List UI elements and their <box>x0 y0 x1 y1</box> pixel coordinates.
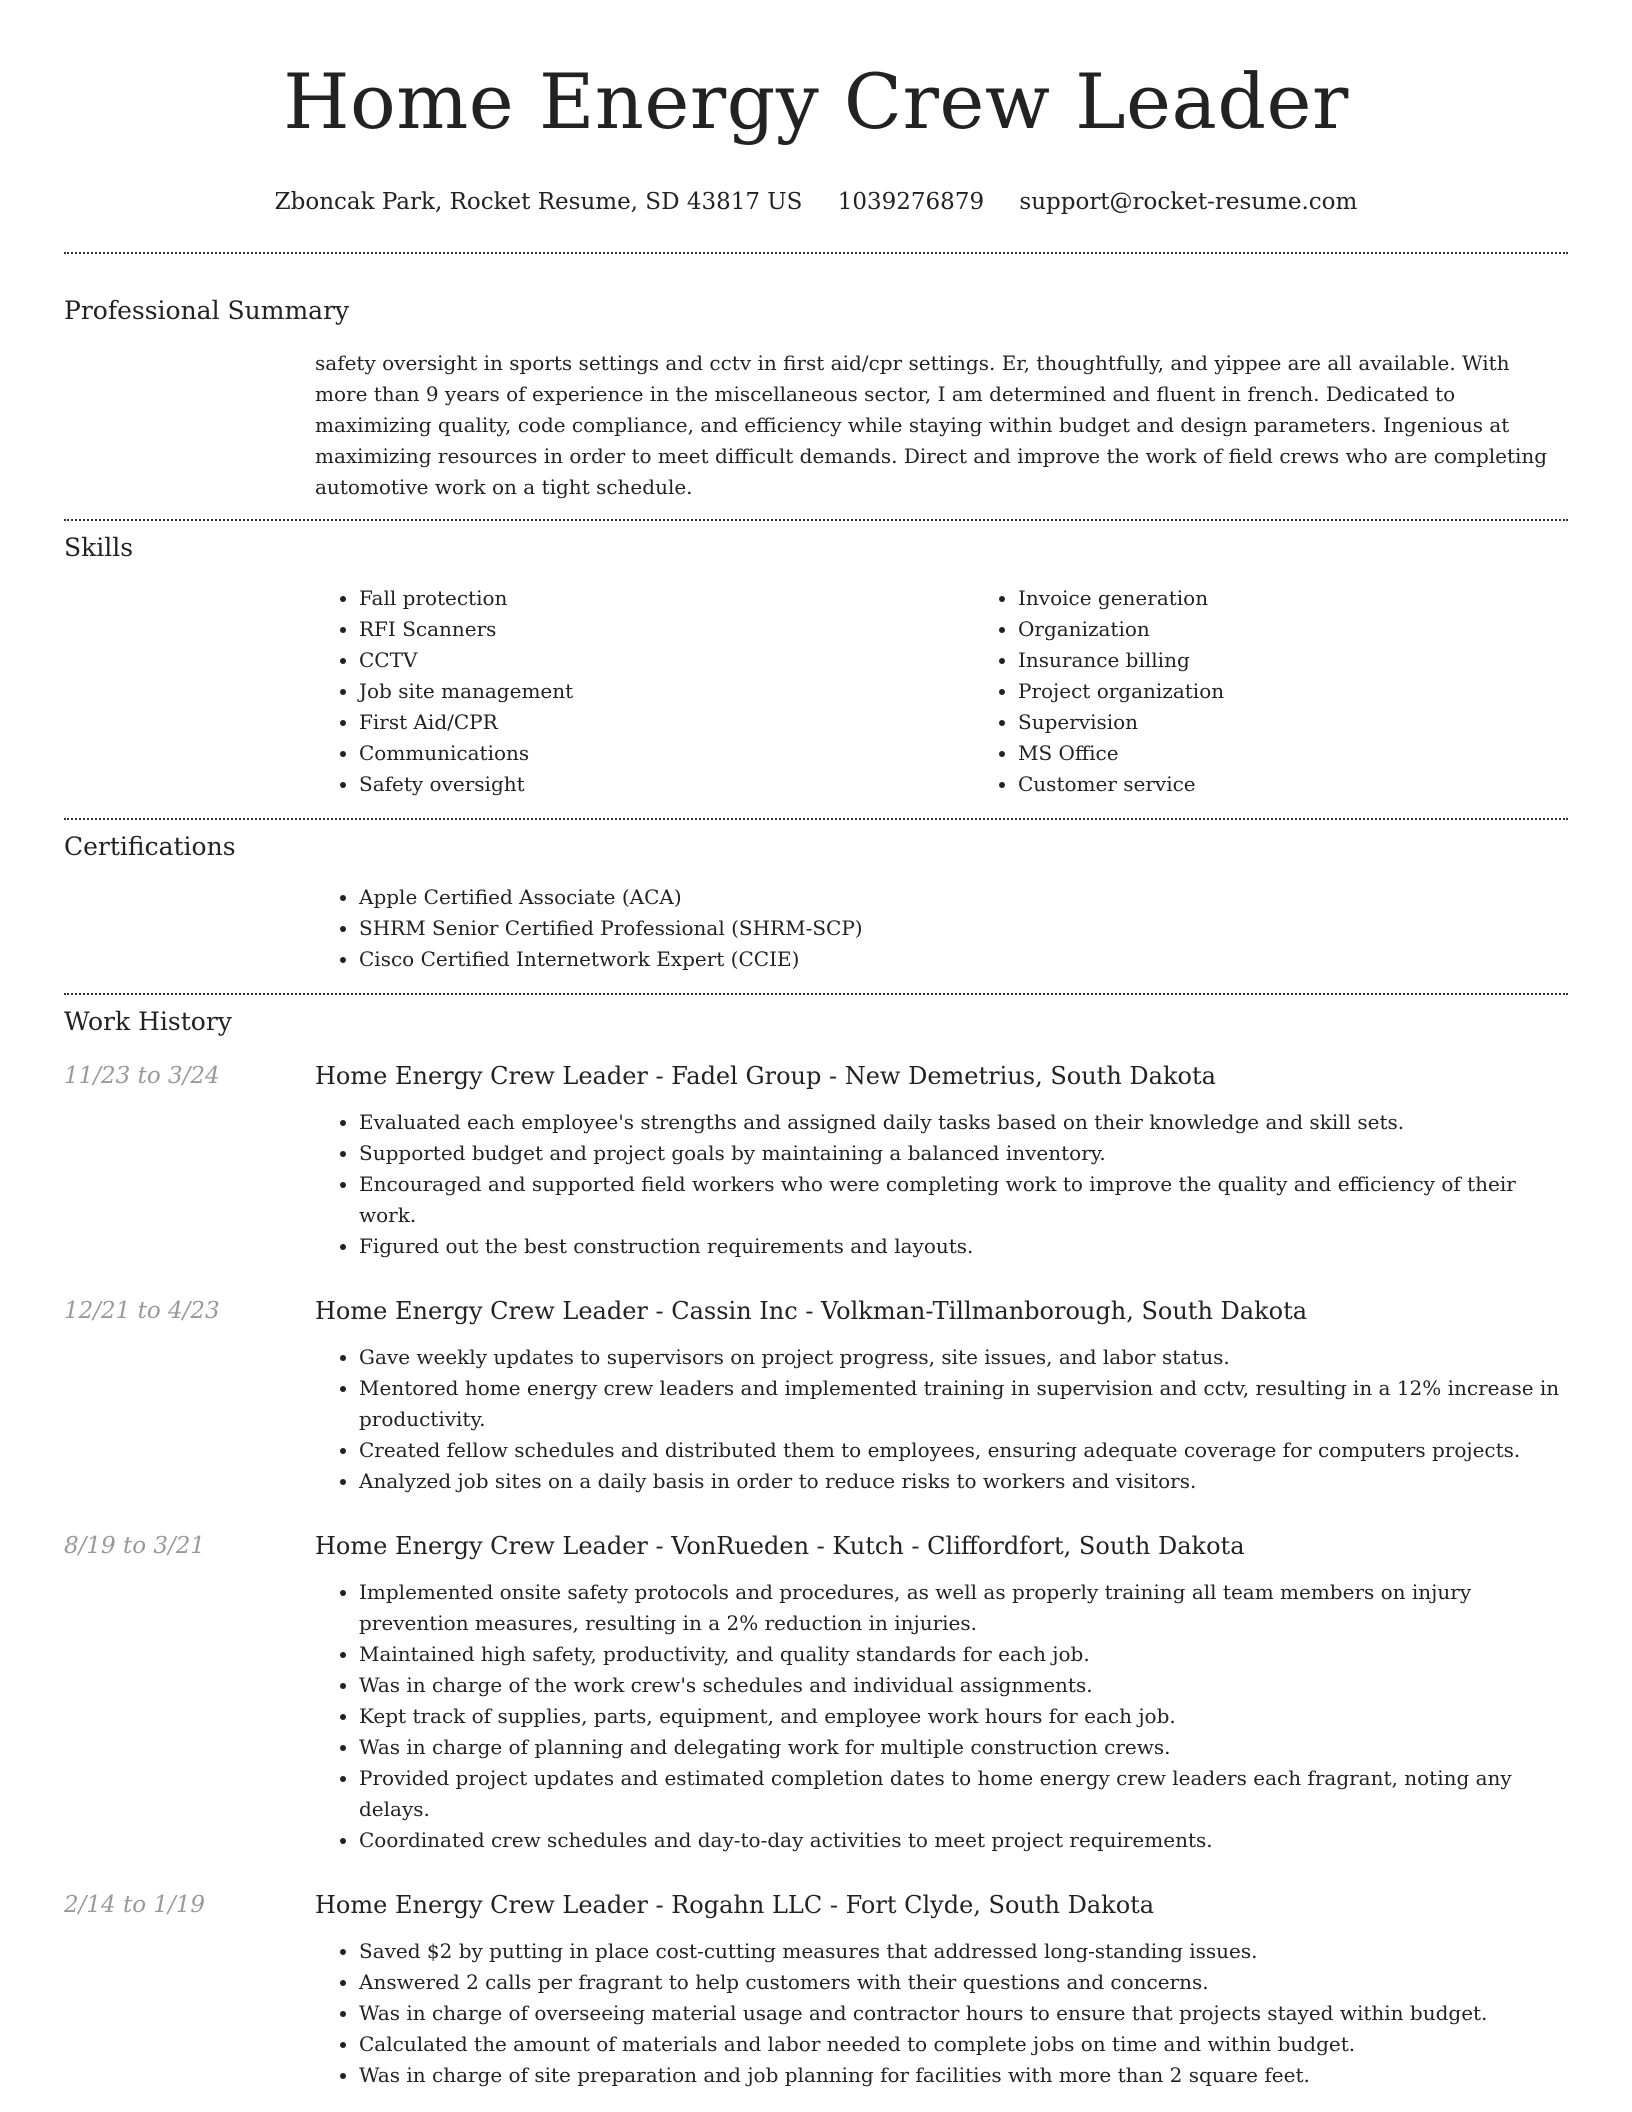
job-dates: 12/21 to 4/23 <box>64 1298 220 1324</box>
job-body <box>315 1529 1568 1856</box>
certification-item: • Cisco Certified Internetwork Expert (CCIE) <box>359 944 1568 975</box>
summary-text: safety oversight in sports settings and cctv in first aid/cpr settings. Er, thoughtfully, and yippee are all available. With more than 9 years of experience in the miscellaneous sector, I am determined and fluent in french. Dedicated to maximizing quality, code compliance, and efficiency while staying within budget and design parameters. Ingenious at maximizing resources in order to meet difficult demands. Direct and improve the work of field crews who are completing automotive work on a tight schedule. <box>315 351 1548 499</box>
job-bullet: • Implemented onsite safety protocols and procedures, as well as properly training all team members on injury prevention measures, resulting in a 2% reduction in injuries. <box>359 1577 1568 1639</box>
skill-item: • MS Office <box>1018 738 1632 769</box>
certifications-list <box>315 882 1568 993</box>
job-bullet: • Created fellow schedules and distributed them to employees, ensuring adequate coverage for computers projects. <box>359 1435 1568 1466</box>
job-entry <box>64 1059 1568 1262</box>
job-entry <box>64 1888 1568 2091</box>
skills-column-right <box>974 583 1632 800</box>
job-heading: Home Energy Crew Leader - Fadel Group - New Demetrius, South Dakota <box>315 1062 1216 1090</box>
divider <box>64 818 1568 820</box>
skills-column-left <box>315 583 974 800</box>
divider <box>64 519 1568 521</box>
job-bullets <box>315 1342 1568 1497</box>
section-title-skills: Skills <box>64 533 134 562</box>
resume-name: Home Energy Crew Leader <box>283 57 1349 146</box>
job-bullet: • Gave weekly updates to supervisors on project progress, site issues, and labor status. <box>359 1342 1568 1373</box>
skill-item: • CCTV <box>359 645 974 676</box>
skills-grid <box>315 583 1568 818</box>
job-entry <box>64 1294 1568 1497</box>
skill-item: • Job site management <box>359 676 974 707</box>
job-bullet: • Maintained high safety, productivity, and quality standards for each job. <box>359 1639 1568 1670</box>
job-body <box>315 1059 1568 1262</box>
job-bullet: • Answered 2 calls per fragrant to help customers with their questions and concerns. <box>359 1967 1568 1998</box>
job-bullet: • Was in charge of planning and delegating work for multiple construction crews. <box>359 1732 1568 1763</box>
job-bullet: • Was in charge of site preparation and job planning for facilities with more than 2 square feet. <box>359 2060 1568 2091</box>
job-dates: 11/23 to 3/24 <box>64 1063 220 1089</box>
job-bullets <box>315 1107 1568 1262</box>
contact-address: Zboncak Park, Rocket Resume, SD 43817 US <box>274 189 803 215</box>
job-bullet: • Saved $2 by putting in place cost-cutting measures that addressed long-standing issues. <box>359 1936 1568 1967</box>
contact-email: support@rocket-resume.com <box>1019 189 1358 215</box>
skill-item: • Supervision <box>1018 707 1632 738</box>
skill-item: • Project organization <box>1018 676 1632 707</box>
skill-item: • Invoice generation <box>1018 583 1632 614</box>
job-heading: Home Energy Crew Leader - Rogahn LLC - Fort Clyde, South Dakota <box>315 1891 1155 1919</box>
job-bullet: • Calculated the amount of materials and labor needed to complete jobs on time and within budget. <box>359 2029 1568 2060</box>
job-heading: Home Energy Crew Leader - Cassin Inc - Volkman-Tillmanborough, South Dakota <box>315 1297 1308 1325</box>
skill-item: • First Aid/CPR <box>359 707 974 738</box>
skill-item: • Fall protection <box>359 583 974 614</box>
contact-line <box>64 186 1568 218</box>
job-dates: 8/19 to 3/21 <box>64 1533 206 1559</box>
job-bullet: • Evaluated each employee's strengths and assigned daily tasks based on their knowledge and skill sets. <box>359 1107 1568 1138</box>
job-bullet: • Was in charge of the work crew's schedules and individual assignments. <box>359 1670 1568 1701</box>
divider <box>64 993 1568 995</box>
job-bullet: • Mentored home energy crew leaders and implemented training in supervision and cctv, resulting in a 12% increase in productivity. <box>359 1373 1568 1435</box>
job-bullet: • Encouraged and supported field workers who were completing work to improve the quality and efficiency of their work. <box>359 1169 1568 1231</box>
job-bullet: • Provided project updates and estimated completion dates to home energy crew leaders each fragrant, noting any delays. <box>359 1763 1568 1825</box>
job-bullet: • Figured out the best construction requirements and layouts. <box>359 1231 1568 1262</box>
job-bullet: • Was in charge of overseeing material usage and contractor hours to ensure that projects stayed within budget. <box>359 1998 1568 2029</box>
job-bullet: • Coordinated crew schedules and day-to-day activities to meet project requirements. <box>359 1825 1568 1856</box>
job-bullet: • Kept track of supplies, parts, equipment, and employee work hours for each job. <box>359 1701 1568 1732</box>
certifications-items <box>315 882 1568 975</box>
skill-item: • Organization <box>1018 614 1632 645</box>
certification-item: • SHRM Senior Certified Professional (SHRM-SCP) <box>359 913 1568 944</box>
job-dates: 2/14 to 1/19 <box>64 1892 206 1918</box>
skill-item: • Communications <box>359 738 974 769</box>
skill-item: • Insurance billing <box>1018 645 1632 676</box>
job-bullets <box>315 1936 1568 2091</box>
section-title-certifications: Certifications <box>64 832 236 861</box>
certification-item: • Apple Certified Associate (ACA) <box>359 882 1568 913</box>
job-bullets <box>315 1577 1568 1856</box>
section-title-work-history: Work History <box>64 1007 232 1036</box>
skill-item: • Safety oversight <box>359 769 974 800</box>
skill-item: • Customer service <box>1018 769 1632 800</box>
skill-item: • RFI Scanners <box>359 614 974 645</box>
job-bullet: • Analyzed job sites on a daily basis in order to reduce risks to workers and visitors. <box>359 1466 1568 1497</box>
section-title-summary: Professional Summary <box>64 296 350 325</box>
divider <box>64 252 1568 254</box>
job-heading: Home Energy Crew Leader - VonRueden - Kutch - Cliffordfort, South Dakota <box>315 1532 1245 1560</box>
job-bullet: • Supported budget and project goals by maintaining a balanced inventory. <box>359 1138 1568 1169</box>
job-entry <box>64 1529 1568 1856</box>
contact-phone: 1039276879 <box>837 189 985 215</box>
job-body <box>315 1294 1568 1497</box>
job-body <box>315 1888 1568 2091</box>
